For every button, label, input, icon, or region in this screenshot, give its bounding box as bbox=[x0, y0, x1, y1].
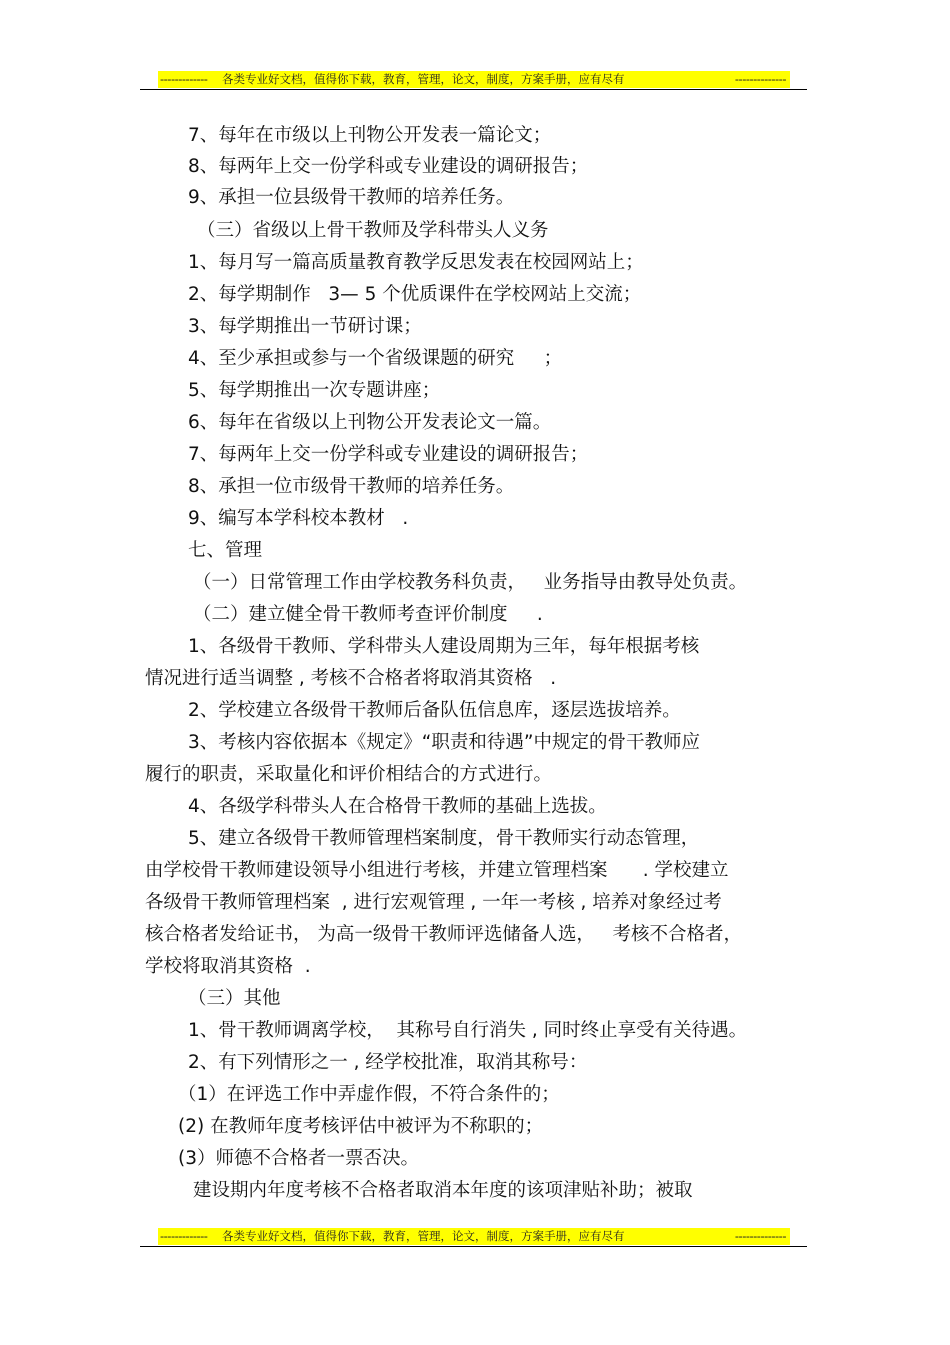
text-line: 情况进行适当调整 , 考核不合格者将取消其资格 . bbox=[145, 668, 557, 689]
text-line: 2、学校建立各级骨干教师后备队伍信息库，逐层选拔培养。 bbox=[188, 700, 681, 721]
text-line: 2、每学期制作 3— 5 个优质课件在学校网站上交流； bbox=[188, 284, 642, 305]
text-line: 9、承担一位县级骨干教师的培养任务。 bbox=[188, 187, 515, 208]
header-banner bbox=[158, 71, 790, 88]
footer-rule bbox=[140, 1246, 807, 1247]
text-line: (3）师德不合格者一票否决。 bbox=[178, 1148, 419, 1169]
footer-dashes-left: ------------- bbox=[160, 1229, 208, 1243]
text-line: 学校将取消其资格 . bbox=[145, 956, 311, 977]
footer-banner bbox=[158, 1228, 790, 1245]
text-line: 核合格者发给证书， 为高一级骨干教师评选储备人选， 考核不合格者， bbox=[145, 924, 743, 945]
text-line: (2) 在教师年度考核评估中被评为不称职的； bbox=[178, 1116, 544, 1137]
text-line: 1、每月写一篇高质量教育教学反思发表在校园网站上； bbox=[188, 252, 644, 273]
footer-dashes-right: -------------- bbox=[734, 1229, 786, 1243]
header-rule bbox=[140, 89, 807, 90]
text-line: 7、每年在市级以上刊物公开发表一篇论文； bbox=[188, 125, 552, 146]
header-dashes-left: ------------- bbox=[160, 72, 208, 86]
section-heading: （三）省级以上骨干教师及学科带头人义务 bbox=[197, 220, 549, 241]
text-line: 由学校骨干教师建设领导小组进行考核，并建立管理档案 . 学校建立 bbox=[145, 860, 729, 881]
text-line: 3、考核内容依据本《规定》“职责和待遇”中规定的骨干教师应 bbox=[188, 732, 700, 753]
text-line: 3、每学期推出一节研讨课； bbox=[188, 316, 422, 337]
text-line: 5、每学期推出一次专题讲座； bbox=[188, 380, 441, 401]
text-line: 4、至少承担或参与一个省级课题的研究 ； bbox=[188, 348, 563, 369]
section-heading: （三）其他 bbox=[188, 988, 281, 1009]
text-line: 1、各级骨干教师、学科带头人建设周期为三年，每年根据考核 bbox=[188, 636, 700, 657]
text-line: 4、各级学科带头人在合格骨干教师的基础上选拔。 bbox=[188, 796, 607, 817]
text-line: 履行的职责，采取量化和评价相结合的方式进行。 bbox=[145, 764, 553, 785]
text-line: 建设期内年度考核不合格者取消本年度的该项津贴补助；被取 bbox=[193, 1180, 693, 1201]
text-line: 各级骨干教师管理档案 , 进行宏观管理 , 一年一考核 , 培养对象经过考 bbox=[145, 892, 722, 913]
text-line: 8、每两年上交一份学科或专业建设的调研报告； bbox=[188, 156, 589, 177]
header-banner-text: 各类专业好文档，值得你下载，教育，管理，论文，制度，方案手册，应有尽有 bbox=[222, 72, 625, 86]
section-heading: （二）建立健全骨干教师考查评价制度 . bbox=[193, 604, 543, 625]
text-line: （1）在评选工作中弄虚作假，不符合条件的； bbox=[178, 1084, 560, 1105]
text-line: 5、建立各级骨干教师管理档案制度，骨干教师实行动态管理， bbox=[188, 828, 700, 849]
text-line: 6、每年在省级以上刊物公开发表论文一篇。 bbox=[188, 412, 552, 433]
text-line: 2、有下列情形之一 , 经学校批准，取消其称号： bbox=[188, 1052, 588, 1073]
text-line: 7、每两年上交一份学科或专业建设的调研报告； bbox=[188, 444, 589, 465]
section-heading: （一）日常管理工作由学校教务科负责， 业务指导由教导处负责。 bbox=[193, 572, 748, 593]
section-heading: 七、管理 bbox=[188, 540, 263, 561]
text-line: 8、承担一位市级骨干教师的培养任务。 bbox=[188, 476, 515, 497]
text-line: 9、编写本学科校本教材 . bbox=[188, 508, 409, 529]
text-line: 1、骨干教师调离学校， 其称号自行消失 , 同时终止享受有关待遇。 bbox=[188, 1020, 748, 1041]
footer-banner-text: 各类专业好文档，值得你下载，教育，管理，论文，制度，方案手册，应有尽有 bbox=[222, 1229, 625, 1243]
header-dashes-right: -------------- bbox=[734, 72, 786, 86]
